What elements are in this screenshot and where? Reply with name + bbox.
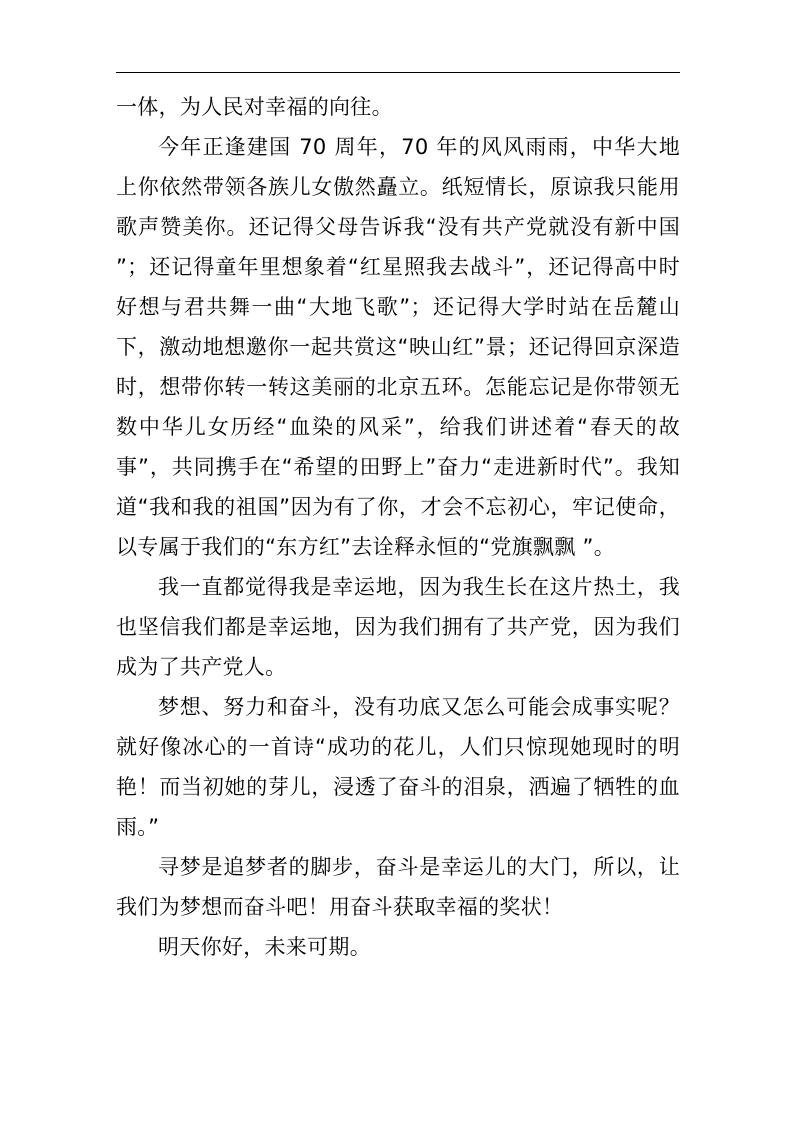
paragraph: 今年正逢建国 70 周年，70 年的风风雨雨，中华大地上你依然带领各族儿女傲然矗立。纸短情长，原谅我只能用歌声赞美你。还记得父母告诉我“没有共产党就没有新中国 ”；还记得童年里想象着“红星照我去战斗”，还记得高中时好想与君共舞一曲“大地飞歌”；还记得大学时站在岳麓山下，激动地想邀你一起共赏这“映山红”景；还记得回京深造时，想带你转一转这美丽的北京五环。怎能忘记是你带领无数中华儿女历经“血染的风采”，给我们讲述着“春天的故事”，共同携手在“希望的田野上”奋力“走进新时代”。我知道“我和我的祖国”因为有了你，才会不忘初心，牢记使命，以专属于我们的“东方红”去诠释永恒的“党旗飘飘 ”。 xyxy=(116,135,680,559)
header-rule xyxy=(116,72,680,73)
paragraph: 寻梦是追梦者的脚步，奋斗是幸运儿的大门，所以，让我们为梦想而奋斗吧！用奋斗获取幸福的奖状！ xyxy=(116,855,680,919)
paragraph: 我一直都觉得我是幸运地，因为我生长在这片热土，我也坚信我们都是幸运地，因为我们拥有了共产党，因为我们成为了共产党人。 xyxy=(116,575,680,679)
paragraph-continuation: 一体，为人民对幸福的向往。 xyxy=(116,95,393,119)
body-text xyxy=(116,87,680,967)
paragraph: 明天你好，未来可期。 xyxy=(158,935,371,959)
paragraph: 梦想、努力和奋斗，没有功底又怎么可能会成事实呢？就好像冰心的一首诗“成功的花儿，人们只惊现她现时的明艳！而当初她的芽儿，浸透了奋斗的泪泉，洒遍了牺牲的血雨。” xyxy=(116,695,680,839)
